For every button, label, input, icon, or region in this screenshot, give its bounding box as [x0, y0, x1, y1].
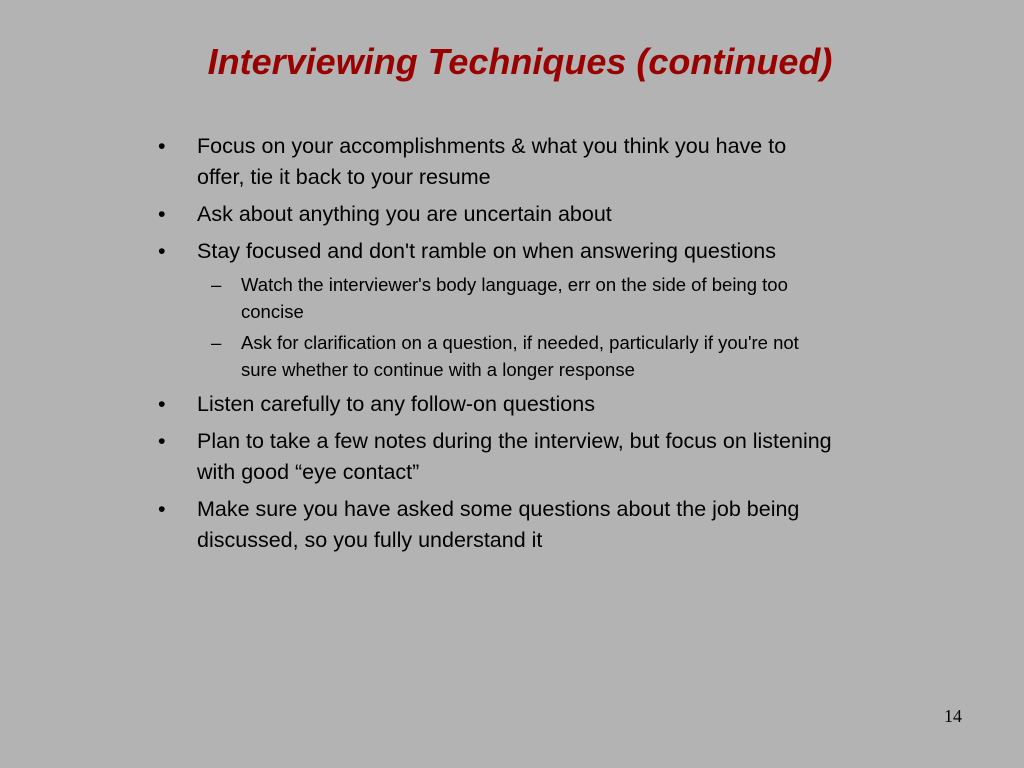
bullet-marker: •: [158, 497, 166, 521]
bullet-marker: •: [158, 429, 166, 453]
bullet-item: [158, 199, 838, 230]
bullet-text: Plan to take a few notes during the interview, but focus on listening with good “eye contact”: [197, 429, 832, 484]
bullet-list: [158, 131, 838, 556]
sub-bullet-text: Watch the interviewer's body language, err on the side of being too concise: [241, 274, 788, 322]
bullet-marker: •: [158, 202, 166, 226]
sub-bullet-marker: –: [211, 332, 222, 353]
bullet-text: Focus on your accomplishments & what you think you have to offer, tie it back to your resume: [197, 134, 787, 189]
sub-bullet-item: [197, 271, 838, 325]
bullet-marker: •: [158, 134, 166, 158]
sub-bullet-marker: –: [211, 274, 222, 295]
bullet-marker: •: [158, 239, 166, 263]
bullet-item: [158, 131, 838, 193]
slide-title: Interviewing Techniques (continued): [207, 41, 833, 82]
slide-content: [158, 131, 838, 562]
bullet-text: Listen carefully to any follow-on questions: [197, 392, 595, 416]
bullet-item: [158, 426, 838, 488]
bullet-text: Stay focused and don't ramble on when answering questions: [197, 239, 776, 263]
bullet-marker: •: [158, 392, 166, 416]
bullet-item: [158, 494, 838, 556]
bullet-text: Make sure you have asked some questions about the job being discussed, so you fully understand it: [197, 497, 800, 552]
sub-bullet-text: Ask for clarification on a question, if needed, particularly if you're not sure whether to continue with a longer response: [241, 332, 799, 380]
sub-bullet-list: [197, 271, 838, 383]
bullet-item: [158, 389, 838, 420]
bullet-item: [158, 236, 838, 383]
page-number: 14: [944, 706, 962, 726]
bullet-text: Ask about anything you are uncertain about: [197, 202, 612, 226]
sub-bullet-item: [197, 329, 838, 383]
